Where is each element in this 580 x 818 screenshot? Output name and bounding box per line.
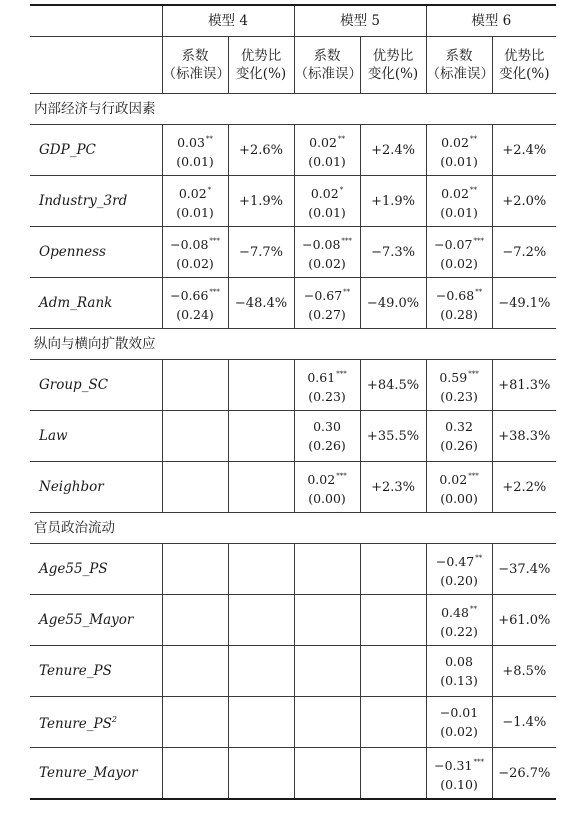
odds-cell — [228, 227, 294, 278]
std-error: (0.01) — [176, 204, 214, 220]
section-row — [30, 94, 556, 125]
coef-cell — [426, 595, 492, 646]
coef-cell — [162, 595, 228, 646]
odds-cell — [228, 544, 294, 595]
odds-cell — [360, 227, 426, 278]
variable-label: Openness — [39, 243, 106, 260]
coef-cell — [294, 544, 360, 595]
coef-cell — [426, 646, 492, 697]
significance-stars: *** — [209, 236, 220, 245]
odds-value: −49.1% — [498, 295, 551, 311]
coef-cell — [426, 125, 492, 176]
std-error: (0.02) — [440, 724, 478, 739]
std-error: (0.01) — [308, 153, 346, 169]
significance-stars: ** — [475, 287, 483, 296]
odds-cell — [360, 278, 426, 329]
odds-cell — [360, 125, 426, 176]
odds-cell — [492, 697, 556, 748]
coef-value: 0.02 — [309, 134, 337, 150]
coef-cell — [162, 462, 228, 513]
variable-label: Age55_PS — [39, 560, 108, 577]
variable-name — [30, 360, 162, 411]
coef-cell — [294, 176, 360, 227]
odds-value: −48.4% — [234, 295, 288, 311]
coef-value: 0.02 — [439, 471, 468, 487]
std-error: (0.26) — [308, 438, 346, 453]
table-row — [30, 646, 556, 697]
std-error: (0.00) — [308, 490, 346, 506]
coef-cell — [426, 748, 492, 800]
coef-cell — [294, 595, 360, 646]
variable-label: Group_SC — [39, 376, 109, 393]
coef-value: −0.68 — [435, 287, 475, 303]
coef-cell — [426, 544, 492, 595]
coef-line — [427, 600, 492, 622]
odds-header: 优势比 变化(%) — [492, 37, 556, 94]
coef-value: 0.02 — [307, 471, 336, 487]
coef-cell — [426, 411, 492, 462]
std-error: (0.02) — [308, 255, 346, 271]
std-error: (0.26) — [440, 438, 478, 453]
coef-value: 0.02 — [441, 185, 469, 201]
coef-cell — [426, 462, 492, 513]
table-row — [30, 176, 556, 227]
odds-value: +81.3% — [498, 377, 551, 393]
coef-cell — [294, 227, 360, 278]
section-title: 官员政治流动 — [30, 513, 556, 544]
significance-stars: * — [207, 185, 212, 194]
coef-line — [295, 365, 360, 387]
significance-stars: *** — [468, 471, 479, 480]
odds-cell — [228, 646, 294, 697]
coef-value: 0.02 — [178, 185, 207, 201]
odds-cell — [492, 646, 556, 697]
coef-value: −0.31 — [434, 757, 473, 773]
coef-cell — [426, 278, 492, 329]
std-error: (0.01) — [176, 153, 214, 169]
coef-header: 系数 （标准误） — [294, 37, 360, 94]
significance-stars: *** — [473, 236, 484, 245]
coef-value: 0.30 — [313, 419, 341, 434]
odds-value: +61.0% — [498, 612, 551, 628]
model-4-header: 模型 4 — [162, 5, 294, 37]
std-error: (0.01) — [308, 204, 346, 220]
odds-cell — [360, 462, 426, 513]
coef-cell — [294, 360, 360, 411]
coef-line — [295, 181, 360, 203]
coef-value: −0.47 — [435, 553, 475, 569]
coef-cell — [294, 697, 360, 748]
std-error: (0.00) — [440, 490, 478, 506]
table-row — [30, 595, 556, 646]
coef-line — [427, 652, 492, 671]
coef-value: −0.08 — [170, 236, 209, 252]
coef-line — [427, 467, 492, 489]
odds-cell — [492, 544, 556, 595]
odds-value: +2.6% — [239, 142, 283, 158]
odds-cell — [492, 411, 556, 462]
odds-value: +2.0% — [502, 193, 547, 209]
odds-cell — [492, 227, 556, 278]
odds-cell — [228, 595, 294, 646]
significance-stars: ** — [343, 287, 351, 296]
std-error: (0.20) — [440, 572, 478, 588]
odds-cell — [492, 176, 556, 227]
section-title: 内部经济与行政因素 — [30, 94, 556, 125]
table-row — [30, 360, 556, 411]
significance-stars: ** — [205, 134, 213, 143]
odds-cell — [360, 646, 426, 697]
odds-value: +2.3% — [371, 479, 415, 495]
odds-value: +2.4% — [502, 142, 547, 158]
odds-cell — [492, 278, 556, 329]
coef-line — [295, 130, 360, 152]
coef-cell — [426, 227, 492, 278]
table-row — [30, 544, 556, 595]
coef-cell — [294, 748, 360, 800]
coef-value: 0.02 — [441, 134, 469, 150]
std-error: (0.01) — [440, 204, 478, 220]
significance-stars: *** — [473, 757, 484, 766]
odds-value: +38.3% — [498, 428, 551, 444]
variable-label: Age55_Mayor — [39, 611, 134, 628]
std-error: (0.23) — [440, 388, 478, 404]
coef-cell — [162, 697, 228, 748]
coef-value: −0.07 — [434, 236, 473, 252]
odds-value: −7.2% — [502, 244, 547, 260]
odds-cell — [360, 697, 426, 748]
odds-cell — [492, 125, 556, 176]
table-row — [30, 411, 556, 462]
std-error: (0.24) — [176, 306, 214, 322]
coef-value: 0.59 — [439, 369, 468, 385]
variable-label: Adm_Rank — [39, 294, 113, 311]
variable-label: Tenure_PS — [39, 662, 112, 679]
coef-value: −0.66 — [170, 287, 209, 303]
coef-line — [163, 130, 228, 152]
variable-name — [30, 748, 162, 800]
variable-name — [30, 697, 162, 748]
odds-cell — [228, 411, 294, 462]
coef-value: −0.08 — [302, 236, 341, 252]
coef-value: 0.03 — [177, 134, 205, 150]
coef-value: 0.48 — [441, 604, 469, 620]
coef-cell — [162, 278, 228, 329]
coef-cell — [294, 125, 360, 176]
model-6-header: 模型 6 — [426, 5, 556, 37]
coef-line — [295, 232, 360, 254]
variable-name — [30, 544, 162, 595]
std-error: (0.02) — [176, 255, 214, 271]
variable-name — [30, 646, 162, 697]
std-error: (0.02) — [440, 255, 478, 271]
std-error: (0.01) — [440, 153, 478, 169]
odds-cell — [228, 748, 294, 800]
odds-value: −37.4% — [498, 561, 551, 577]
coef-value: 0.08 — [445, 654, 473, 669]
coef-cell — [426, 176, 492, 227]
coef-line — [295, 283, 360, 305]
table-row — [30, 748, 556, 800]
odds-cell — [360, 411, 426, 462]
coef-line — [163, 181, 228, 203]
regression-table — [30, 4, 556, 800]
variable-label: Tenure_PS — [39, 716, 112, 732]
variable-label: Tenure_Mayor — [39, 764, 138, 781]
coef-cell — [294, 462, 360, 513]
odds-cell — [228, 697, 294, 748]
odds-cell — [360, 544, 426, 595]
odds-cell — [360, 360, 426, 411]
significance-stars: * — [339, 185, 344, 194]
table-row — [30, 278, 556, 329]
coef-cell — [162, 360, 228, 411]
odds-cell — [228, 278, 294, 329]
significance-stars: *** — [336, 471, 347, 480]
odds-value: −7.3% — [371, 244, 415, 260]
coef-cell — [294, 646, 360, 697]
significance-stars: *** — [209, 287, 220, 296]
table-row — [30, 125, 556, 176]
odds-header: 优势比 变化(%) — [228, 37, 294, 94]
section-title: 纵向与横向扩散效应 — [30, 329, 556, 360]
coef-line — [427, 417, 492, 436]
coef-header: 系数 （标准误） — [162, 37, 228, 94]
coef-value: −0.01 — [439, 705, 479, 720]
odds-value: −1.4% — [502, 714, 547, 730]
odds-value: +84.5% — [366, 377, 420, 393]
coef-cell — [426, 697, 492, 748]
odds-value: −49.0% — [366, 295, 420, 311]
std-error: (0.22) — [440, 623, 478, 639]
coef-value: 0.32 — [445, 419, 473, 434]
odds-value: +2.4% — [371, 142, 415, 158]
coef-line — [427, 283, 492, 305]
odds-cell — [228, 176, 294, 227]
odds-cell — [360, 748, 426, 800]
coef-cell — [162, 125, 228, 176]
variable-name — [30, 227, 162, 278]
coef-line — [427, 703, 492, 722]
odds-cell — [228, 462, 294, 513]
coef-line — [427, 181, 492, 203]
coef-cell — [162, 227, 228, 278]
variable-name — [30, 462, 162, 513]
odds-cell — [492, 360, 556, 411]
significance-stars: ** — [469, 604, 477, 613]
coef-line — [163, 232, 228, 254]
odds-cell — [360, 176, 426, 227]
odds-value: +8.5% — [502, 663, 547, 679]
significance-stars: ** — [337, 134, 345, 143]
significance-stars: ** — [475, 553, 483, 562]
corner-cell — [30, 37, 162, 94]
coef-cell — [162, 176, 228, 227]
table-row — [30, 697, 556, 748]
header-row-models — [30, 5, 556, 37]
odds-header: 优势比 变化(%) — [360, 37, 426, 94]
coef-value: −0.67 — [303, 287, 343, 303]
coef-line — [427, 130, 492, 152]
coef-line — [295, 467, 360, 489]
std-error: (0.10) — [440, 776, 478, 792]
coef-cell — [162, 411, 228, 462]
odds-cell — [228, 125, 294, 176]
odds-cell — [492, 595, 556, 646]
coef-line — [427, 753, 492, 775]
coef-cell — [162, 748, 228, 800]
std-error: (0.13) — [440, 673, 478, 688]
table-row — [30, 462, 556, 513]
coef-line — [427, 365, 492, 387]
coef-cell — [426, 360, 492, 411]
odds-value: −7.7% — [239, 244, 283, 260]
coef-line — [163, 283, 228, 305]
coef-cell — [162, 646, 228, 697]
variable-label: Neighbor — [39, 478, 104, 495]
odds-value: +1.9% — [239, 193, 283, 209]
odds-value: +2.2% — [502, 479, 547, 495]
odds-cell — [492, 462, 556, 513]
variable-name — [30, 411, 162, 462]
corner-cell — [30, 5, 162, 37]
variable-label: Industry_3rd — [39, 192, 128, 209]
variable-name — [30, 125, 162, 176]
coef-header: 系数 （标准误） — [426, 37, 492, 94]
section-row — [30, 513, 556, 544]
std-error: (0.23) — [308, 388, 346, 404]
section-row — [30, 329, 556, 360]
variable-superscript: 2 — [111, 715, 117, 724]
significance-stars: *** — [336, 369, 347, 378]
odds-value: +35.5% — [366, 428, 420, 444]
variable-name — [30, 278, 162, 329]
variable-label: Law — [39, 427, 68, 444]
coef-cell — [162, 544, 228, 595]
model-5-header: 模型 5 — [294, 5, 426, 37]
coef-cell — [294, 411, 360, 462]
significance-stars: *** — [341, 236, 352, 245]
significance-stars: ** — [469, 185, 477, 194]
header-row-columns — [30, 37, 556, 94]
odds-cell — [228, 360, 294, 411]
variable-label: GDP_PC — [39, 141, 96, 158]
significance-stars: *** — [468, 369, 479, 378]
coef-line — [295, 417, 360, 436]
odds-cell — [492, 748, 556, 800]
significance-stars: ** — [469, 134, 477, 143]
coef-value: 0.61 — [307, 369, 336, 385]
table-row — [30, 227, 556, 278]
std-error: (0.28) — [440, 306, 478, 322]
variable-name — [30, 176, 162, 227]
odds-value: −26.7% — [498, 765, 551, 781]
odds-value: +1.9% — [371, 193, 415, 209]
coef-cell — [294, 278, 360, 329]
coef-value: 0.02 — [310, 185, 339, 201]
variable-name — [30, 595, 162, 646]
odds-cell — [360, 595, 426, 646]
coef-line — [427, 232, 492, 254]
coef-line — [427, 549, 492, 571]
std-error: (0.27) — [308, 306, 346, 322]
